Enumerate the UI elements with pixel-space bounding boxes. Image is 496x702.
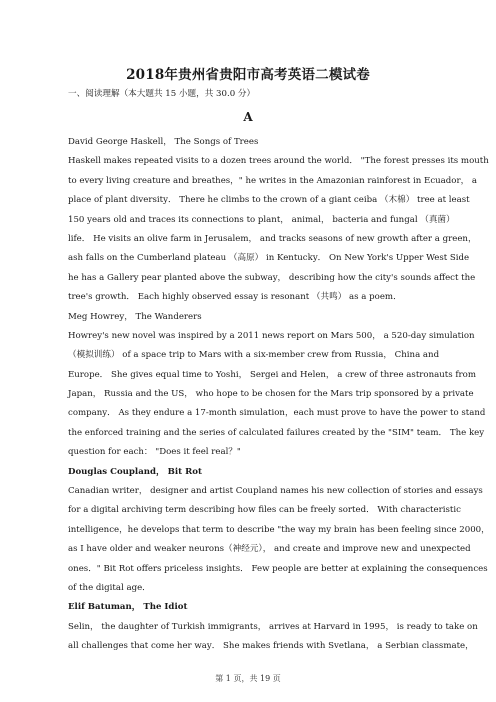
passage-line: tree's growth． Each highly observed essay is resonant （共鸣） as a poem． bbox=[68, 292, 402, 303]
book-heading-line: Douglas Coupland， Bit Rot bbox=[68, 466, 202, 477]
passage-line: to every living creature and breathes，" he writes in the Amazonian rainforest in Ecuador， a bbox=[68, 175, 478, 186]
passage-line: Europe． She gives equal time to Yoshi， Sergei and Helen， a crew of three astronauts from bbox=[68, 369, 476, 380]
passage-line: 150 years old and traces its connections to plant， animal， bacteria and fungal （真菌） bbox=[68, 214, 455, 225]
passage-line: for a digital archiving term describing how files can be freely sorted． With characteristic bbox=[68, 505, 461, 516]
passage-line: as I have older and weaker neurons（神经元）， and create and improve new and unexpected bbox=[68, 544, 471, 555]
passage-line: Japan， Russia and the US， who hope to be chosen for the Mars trip sponsored by a private bbox=[68, 389, 474, 400]
passage-body bbox=[68, 133, 490, 657]
passage-line: Meg Howrey， The Wanderers bbox=[68, 311, 202, 322]
passage-line: ash falls on the Cumberland plateau （高原） in Kentucky． On New York's Upper West Side bbox=[68, 253, 470, 264]
document-title: 2018年贵州省贵阳市高考英语二模试卷 bbox=[126, 67, 370, 83]
passage-line: question for each： "Does it feel real？" bbox=[68, 447, 241, 458]
passage-line: Selin， the daughter of Turkish immigrants， arrives at Harvard in 1995， is ready to take on bbox=[68, 621, 478, 632]
passage-line: all challenges that come her way． She makes friends with Svetlana， a Serbian classmate， bbox=[68, 641, 474, 652]
passage-line: David George Haskell， The Songs of Trees bbox=[68, 137, 259, 147]
passage-letter: A bbox=[243, 110, 253, 124]
passage-line: Haskell makes repeated visits to a dozen trees around the world． "The forest presses its mouth bbox=[68, 156, 489, 167]
passage-line: life． He visits an olive farm in Jerusalem， and tracks seasons of new growth after a green， bbox=[68, 233, 477, 244]
passage-line: place of plant diversity． There he climbs to the crown of a giant ceiba （木棉） tree at least bbox=[68, 195, 470, 206]
passage-line: intelligence，he develops that term to describe "the way my brain has been feeling since 2000， bbox=[68, 524, 490, 535]
passage-line: Canadian writer， designer and artist Coupland names his new collection of stories and essays bbox=[68, 486, 483, 497]
page-footer: 第 1 页，共 19 页 bbox=[215, 674, 281, 683]
book-heading-line: Elif Batuman， The Idiot bbox=[68, 602, 188, 613]
passage-line: the enforced training and the series of calculated failures created by the "SIM" team． The key bbox=[68, 427, 485, 438]
passage-line: company． As they endure a 17-month simulation，each must prove to have the power to stand bbox=[68, 408, 486, 419]
passage-line: （模拟训练） of a space trip to Mars with a six-member crew from Russia， China and bbox=[68, 350, 440, 361]
passage-line: Howrey's new novel was inspired by a 2011 news report on Mars 500， a 520-day simulation bbox=[68, 330, 475, 341]
passage-line: he has a Gallery pear planted above the subway， describing how the city's sounds affect the bbox=[68, 272, 476, 283]
section-heading: 一、阅读理解（本大题共 15 小题，共 30.0 分） bbox=[68, 89, 256, 99]
passage-line: ones．" Bit Rot offers priceless insights． Few people are better at explaining the consequences bbox=[68, 563, 488, 574]
passage-line: of the digital age． bbox=[68, 582, 151, 593]
